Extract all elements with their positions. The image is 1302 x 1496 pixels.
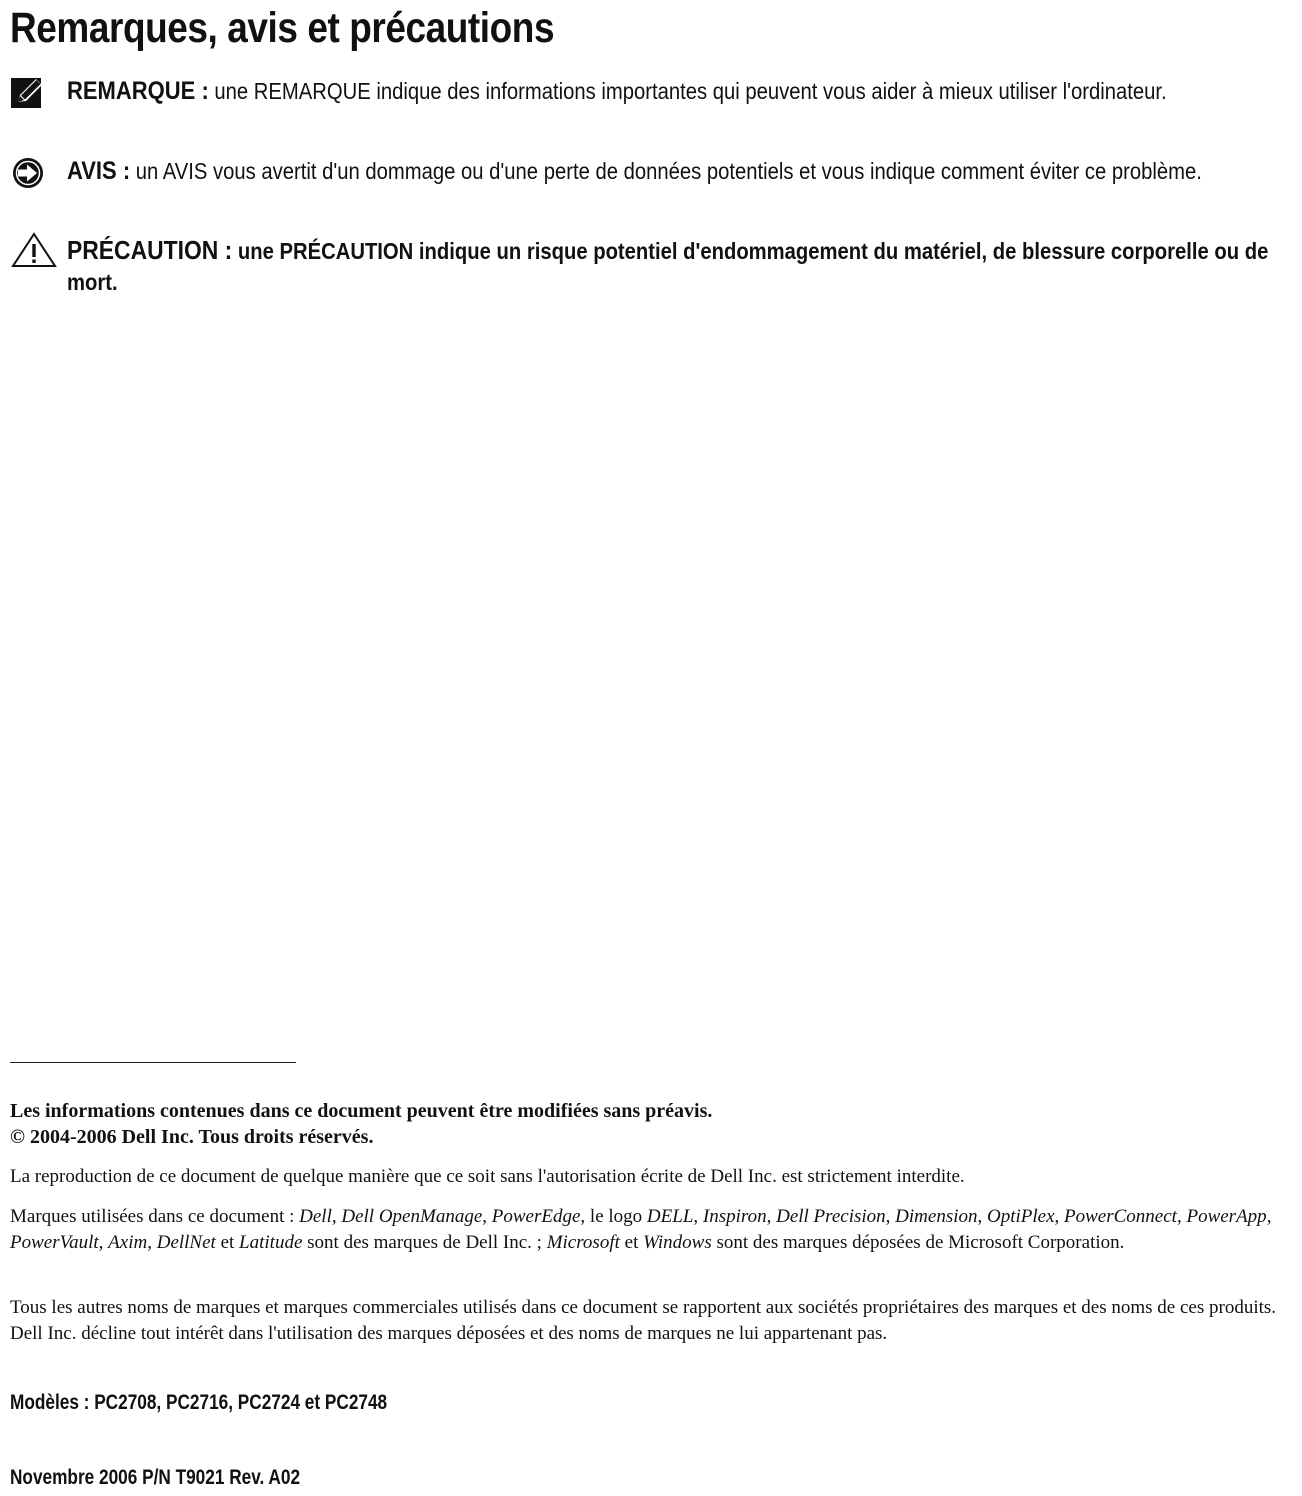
tm-dell: Dell [299, 1206, 332, 1227]
part-number-line: Novembre 2006 P/N T9021 Rev. A02 [10, 1466, 301, 1489]
tm-optiplex: OptiPlex [987, 1206, 1055, 1227]
tm-windows: Windows [643, 1231, 712, 1253]
tm-powerapp: PowerApp [1186, 1206, 1267, 1227]
tm-and: et [215, 1231, 240, 1253]
pencil-note-icon [10, 76, 46, 115]
other-marks-text: Tous les autres noms de marques et marques commerciales utilisés dans ce document se rapportent aux sociétés propriétaires des marques et des noms de ces produits. Dell Inc. décline tout intérêt dans l'utilisation des marques déposées et des noms de marques ne lui appartenant pas. [10, 1297, 1277, 1344]
copyright: © 2004-2006 Dell Inc. Tous droits réservés. [10, 1126, 374, 1148]
note-text: une REMARQUE indique des informations importantes qui peuvent vous aider à mieux utiliser l'ordinateur. [208, 78, 1167, 104]
tm-ms-suffix: sont des marques déposées de Microsoft Corporation. [711, 1231, 1125, 1253]
legal-header [10, 1098, 1295, 1150]
caution-label: PRÉCAUTION : [67, 235, 233, 265]
arrow-circle-icon [10, 156, 48, 195]
tm-dell-suffix: sont des marques de Dell Inc. ; [302, 1231, 547, 1253]
tm-dell-precision: Dell Precision [776, 1206, 886, 1227]
notice-label: AVIS : [67, 157, 131, 185]
models-line: Modèles : PC2708, PC2716, PC2724 et PC2748 [10, 1391, 388, 1414]
tm-latitude: Latitude [239, 1231, 303, 1253]
tm-powervault: PowerVault [10, 1231, 99, 1253]
tm-logo-prefix: le logo [589, 1206, 647, 1227]
tm-axim: Axim [108, 1231, 148, 1253]
tm-powerconnect: PowerConnect [1064, 1206, 1177, 1227]
trademarks-intro: Marques utilisées dans ce document : [10, 1206, 300, 1227]
info-change-notice: Les informations contenues dans ce document peuvent être modifiées sans préavis. [10, 1100, 713, 1122]
tm-dellnet: DellNet [156, 1231, 216, 1253]
trademarks-paragraph: Marques utilisées dans ce document : Dell, Dell OpenManage, PowerEdge, le logo DELL, Inspiron, Dell Precision, Dimension, OptiPlex, PowerConnect, PowerApp, PowerVault, Axim, DellNet et Latitude sont des marques de Dell Inc. ; Microsoft et Windows sont des marques déposées de Microsoft Corporation. [10, 1206, 1272, 1253]
note-label: REMARQUE : [67, 77, 209, 105]
notice-text: un AVIS vous avertit d'un dommage ou d'une perte de données potentiels et vous indique comment éviter ce problème. [130, 158, 1202, 184]
tm-dell-openmanage: Dell OpenManage [341, 1206, 483, 1227]
warning-triangle-icon [10, 231, 58, 274]
tm-poweredge: PowerEdge [491, 1206, 581, 1227]
caution-text: une PRÉCAUTION indique un risque potentiel d'endommagement du matériel, de blessure corporelle ou de mort. [67, 238, 1269, 295]
tm-dimension: Dimension [895, 1206, 978, 1227]
reproduction-text: La reproduction de ce document de quelque manière que ce soit sans l'autorisation écrite de Dell Inc. est strictement interdite. [10, 1166, 965, 1187]
other-marks-paragraph [10, 1295, 1295, 1346]
page-title: Remarques, avis et précautions [10, 4, 555, 52]
footnote-divider [10, 1062, 296, 1063]
reproduction-paragraph [10, 1164, 1295, 1190]
tm-inspiron: Inspiron [702, 1206, 767, 1227]
tm-microsoft: Microsoft [546, 1231, 620, 1253]
tm-dell-logo: DELL [646, 1206, 694, 1227]
